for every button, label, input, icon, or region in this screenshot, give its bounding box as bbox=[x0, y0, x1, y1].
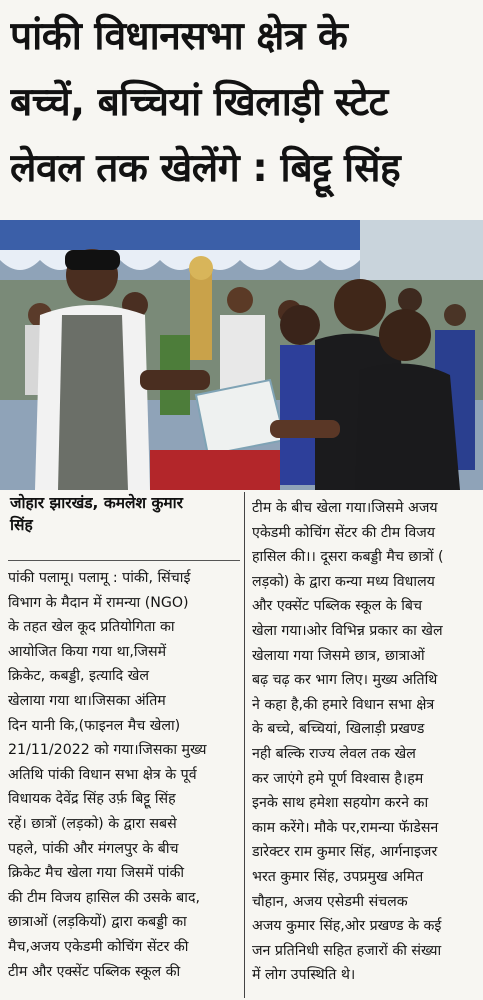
award-ceremony-photo bbox=[0, 220, 483, 490]
text-line: क्रिकेट मैच खेला गया जिसमें पांकी bbox=[8, 865, 185, 882]
text-line: टीम के बीच खेला गया।जिसमे अजय bbox=[252, 500, 438, 516]
crowd-head bbox=[444, 304, 466, 326]
text-line: भरत कुमार सिंह, उपप्रमुख अमित bbox=[252, 868, 424, 885]
girl-head bbox=[334, 279, 386, 331]
headline-line: बच्चें, बच्चियां खिलाड़ी स्टेट bbox=[10, 80, 388, 125]
text-line: के बच्चे, बच्चियां, खिलाड़ी प्रखण्ड bbox=[252, 721, 425, 738]
text-line: बढ़ चढ़ कर भाग लिए। मुख्य अतिथि bbox=[252, 672, 438, 689]
text-line: हासिल की।। दूसरा कबड्डी मैच छात्रों ( bbox=[252, 549, 444, 566]
man-hair bbox=[65, 250, 120, 270]
text-line: अतिथि पांकी विधान सभा क्षेत्र के पूर्व bbox=[8, 766, 197, 783]
man-arm bbox=[140, 370, 210, 390]
text-line: पहले, पांकी और मंगलपुर के बीच bbox=[8, 840, 179, 857]
text-line: छात्राओं (लड़कियों) द्वारा कबड्डी का bbox=[8, 914, 187, 931]
byline-line: जोहार झारखंड, कमलेश कुमार bbox=[10, 494, 183, 512]
text-line: इनके साथ हमेशा सहयोग करने का bbox=[252, 795, 429, 812]
trophy bbox=[190, 270, 212, 360]
red-table bbox=[150, 450, 280, 490]
text-line: विभाग के मैदान में रामन्या (NGO) bbox=[8, 594, 189, 611]
article-column-right bbox=[252, 496, 478, 988]
headline-line: लेवल तक खेलेंगे : बिट्टू सिंह bbox=[10, 146, 401, 191]
text-line: 21/11/2022 को गया।जिसका मुख्य bbox=[8, 742, 207, 759]
text-line: मैच,अजय एकेडमी कोचिंग सेंटर की bbox=[8, 938, 189, 955]
column-divider bbox=[244, 492, 245, 998]
photo-illustration bbox=[0, 220, 483, 490]
text-line: नही बल्कि राज्य लेवल तक खेल bbox=[252, 745, 416, 762]
text-line: टीम और एक्सेंट पब्लिक स्कूल की bbox=[8, 963, 181, 980]
text-line: ने कहा है,की हमारे विधान सभा क्षेत्र bbox=[252, 696, 435, 713]
text-line: जन प्रतिनिधी सहित हजारों की संख्या bbox=[252, 942, 442, 959]
text-line: अजय कुमार सिंह,ओर प्रखण्ड के कई bbox=[252, 918, 442, 935]
text-line: खेलाया गया जिसमे छात्र, छात्राओं bbox=[252, 647, 425, 664]
text-line: और एक्सेंट पब्लिक स्कूल के बिच bbox=[252, 598, 422, 615]
text-line: चौहान, अजय एसेडमी संचलक bbox=[252, 893, 408, 910]
text-line: डारेक्टर राम कुमार सिंह, आर्गनाइजर bbox=[252, 844, 438, 861]
text-line: खेलाया गया था।जिसका अंतिम bbox=[8, 692, 166, 709]
man-vest bbox=[58, 315, 128, 490]
text-line: के तहत खेल कूद प्रतियोगिता का bbox=[8, 619, 175, 636]
girl-arm bbox=[270, 420, 340, 438]
article-body bbox=[0, 492, 483, 1000]
text-line: पांकी पलामू। पलामू : पांकी, सिंचाई bbox=[8, 570, 191, 586]
text-line: दिन यानी कि,(फाइनल मैच खेला) bbox=[8, 717, 181, 734]
byline bbox=[10, 492, 238, 536]
text-line: क्रिकेट, कबड्डी, इत्यादि खेल bbox=[8, 668, 149, 685]
text-line: लड़को) के द्वारा कन्या मध्य विधालय bbox=[252, 573, 435, 590]
text-line: रहें। छात्रों (लड़को) के द्वारा सबसे bbox=[8, 815, 177, 832]
byline-line: सिंह bbox=[10, 516, 33, 534]
headline-line: पांकी विधानसभा क्षेत्र के bbox=[10, 14, 348, 59]
text-line: आयोजित किया गया था,जिसमें bbox=[8, 643, 167, 660]
girl-shirt bbox=[355, 364, 460, 490]
text-line: विधायक देवेंद्र सिंह उर्फ़ बिट्टू सिंह bbox=[8, 791, 176, 808]
text-line: कर जाएंगे हमे पूर्ण विश्वास है।हम bbox=[252, 770, 424, 787]
trophy-top bbox=[189, 256, 213, 280]
text-line: एकेडमी कोचिंग सेंटर की टीम विजय bbox=[252, 524, 436, 541]
text-line: खेला गया।ओर विभिन्न प्रकार का खेल bbox=[252, 622, 443, 639]
byline-divider bbox=[8, 560, 240, 561]
crowd-head bbox=[227, 287, 253, 313]
crowd-head bbox=[398, 288, 422, 312]
girl-head bbox=[379, 309, 431, 361]
text-line: काम करेंगे। मौके पर,रामन्या फॅाडेसन bbox=[252, 819, 439, 836]
article-column-left bbox=[8, 566, 240, 984]
headline bbox=[10, 4, 476, 202]
text-line: की टीम विजय हासिल की उसके बाद, bbox=[8, 889, 201, 906]
girl-head bbox=[280, 305, 320, 345]
text-line: में लोग उपस्थिति थे। bbox=[252, 967, 356, 984]
